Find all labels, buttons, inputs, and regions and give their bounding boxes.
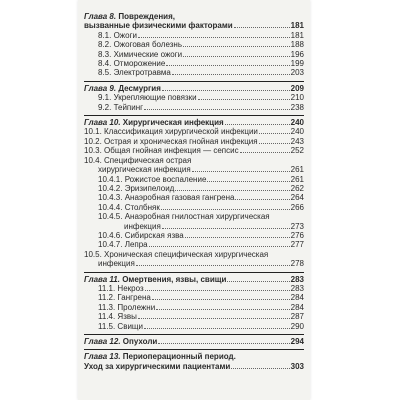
leader-dots: [183, 50, 289, 57]
toc-entry-label-line2: хирургическая инфекция: [98, 165, 191, 175]
toc-entry-label: 10.4.6. Сибирская язва: [98, 230, 184, 240]
chapter-8-title-line2: вызванные физическими факторами: [84, 21, 233, 31]
toc-entry: [84, 50, 304, 59]
toc-entry-page: 196: [290, 49, 304, 59]
toc-entry: [84, 212, 304, 221]
chapter-13-title: Периоперационный период.: [120, 352, 236, 362]
toc-entry-page: 273: [290, 221, 304, 231]
chapter-12-prefix: Глава 12.: [84, 337, 121, 346]
section-divider: [84, 272, 304, 273]
toc-entry-label: 8.1. Ожоги: [98, 30, 137, 40]
leader-dots: [259, 127, 290, 134]
toc-entry: [84, 312, 304, 321]
toc-entry: [84, 293, 304, 302]
toc-entry-label: 10.1. Классификация хирургической инфекции: [84, 127, 258, 137]
leader-dots: [227, 275, 289, 282]
toc-entry-label: 10.4.2. Эризипелоид: [98, 183, 175, 193]
leader-dots: [172, 68, 290, 75]
chapter-13-page: 303: [290, 361, 304, 371]
chapter-9-title: Десмургия: [116, 83, 161, 93]
chapter-11-title: Омертвения, язвы, свищи: [119, 274, 227, 284]
toc-entry-page: 238: [290, 102, 304, 112]
toc-entry-label: 8.2. Ожоговая болезнь: [98, 40, 182, 50]
leader-dots: [225, 118, 290, 125]
toc-entry: [84, 127, 304, 136]
toc-entry-label: 9.1. Укрепляющие повязки: [98, 93, 197, 103]
leader-dots: [156, 303, 289, 310]
leader-dots: [152, 293, 290, 300]
toc-entry-page: 203: [290, 68, 304, 78]
leader-dots: [185, 231, 290, 238]
toc-entry-continued: [84, 259, 304, 268]
toc-entry-label: 8.5. Электротравма: [98, 68, 171, 78]
toc-entry-label: 11.2. Гангрена: [98, 293, 151, 303]
toc-entry-page: 210: [290, 93, 304, 103]
leader-dots: [231, 362, 289, 369]
toc-entry-page: 261: [290, 165, 304, 175]
toc-entry: [84, 93, 304, 102]
leader-dots: [144, 103, 290, 110]
toc-entry: [84, 156, 304, 165]
toc-entry-label: 10.4.4. Столбняк: [98, 202, 160, 212]
leader-dots: [158, 337, 289, 344]
toc-entry-label: 11.4. Язвы: [98, 312, 137, 322]
chapter-13-heading-line2: [84, 362, 304, 371]
leader-dots: [149, 240, 290, 247]
toc-entry: [84, 284, 304, 293]
chapter-11-prefix: Глава 11.: [84, 274, 120, 284]
toc-entry-label: 8.4. Отморожение: [98, 59, 166, 69]
toc-entry-label: 10.4.3. Анаэробная газовая гангрена: [98, 193, 235, 203]
toc-entry: [84, 193, 304, 202]
leader-dots: [144, 322, 290, 329]
toc-entry: [84, 137, 304, 146]
chapter-13-heading: [84, 352, 304, 361]
toc-entry-page: 278: [290, 259, 304, 269]
chapter-10-prefix: Глава 10.: [84, 118, 121, 128]
leader-dots: [162, 84, 290, 91]
chapter-8-prefix: Глава 8.: [84, 12, 117, 21]
leader-dots: [235, 193, 289, 200]
toc-entry-label: 8.3. Химические ожоги: [98, 49, 183, 59]
toc-entry-label: 10.2. Острая и хроническая гнойная инфекция: [84, 136, 258, 146]
chapter-11-heading: [84, 275, 304, 284]
toc-entry-page: 188: [290, 40, 304, 50]
toc-entry-label: 10.5. Хроническая специфическая хирургическая: [84, 249, 269, 259]
leader-dots: [161, 203, 290, 210]
toc-entry-page: 287: [290, 312, 304, 322]
chapter-10-page: 240: [290, 118, 304, 128]
toc-entry-page: 199: [290, 59, 304, 69]
toc-entry-page: 266: [290, 202, 304, 212]
chapter-8-page: 181: [290, 21, 304, 31]
toc-entry: [84, 68, 304, 77]
leader-dots: [175, 184, 289, 191]
toc-entry-page: 262: [290, 183, 304, 193]
toc-entry: [84, 175, 304, 184]
toc-entry-continued: [84, 165, 304, 174]
toc-entry: [84, 40, 304, 49]
leader-dots: [162, 222, 290, 229]
chapter-9-page: 209: [290, 83, 304, 93]
toc-entry: [84, 322, 304, 331]
toc-entry: [84, 31, 304, 40]
leader-dots: [183, 40, 290, 47]
chapter-12-title: Опухоли: [120, 337, 158, 346]
toc-entry: [84, 184, 304, 193]
toc-entry-label: 10.3. Общая гнойная инфекция — сепсис: [84, 146, 239, 156]
section-divider: [84, 81, 304, 82]
section-divider: [84, 115, 304, 116]
toc-entry: [84, 240, 304, 249]
toc-entry-page: 264: [290, 193, 304, 203]
toc-entry-label: 10.4.5. Анаэробная гнилостная хирургическая: [98, 212, 270, 222]
toc-entry-label: 9.2. Тейпинг: [98, 102, 144, 112]
toc-entry-label: 11.3. Пролежни: [98, 302, 156, 312]
chapter-9-prefix: Глава 9.: [84, 83, 117, 93]
toc-entry-page: 284: [290, 302, 304, 312]
chapter-9-heading: [84, 84, 304, 93]
toc-entry-label: 11.1. Некроз: [98, 283, 144, 293]
toc-entry-label: 10.4.7. Лепра: [98, 240, 148, 250]
leader-dots: [166, 59, 289, 66]
toc-entry-continued: [84, 222, 304, 231]
toc-entry: [84, 250, 304, 259]
chapter-10-heading: [84, 118, 304, 127]
toc-entry-label: 10.4.1. Рожистое воспаление: [98, 174, 207, 184]
toc-entry: [84, 59, 304, 68]
toc-entry-label-line2: инфекция: [124, 221, 161, 231]
leader-dots: [259, 137, 290, 144]
toc-entry-label: 10.4. Специфическая острая: [84, 155, 192, 165]
toc-entry-page: 283: [290, 283, 304, 293]
toc-entry-page: 290: [290, 321, 304, 331]
chapter-10-title: Хирургическая инфекция: [120, 118, 224, 128]
leader-dots: [136, 259, 290, 266]
section-divider: [84, 349, 304, 350]
leader-dots: [192, 165, 290, 172]
book-page: [78, 0, 310, 400]
leader-dots: [234, 21, 290, 28]
toc-entry-label: 11.5. Свищи: [98, 321, 143, 331]
toc-entry: [84, 146, 304, 155]
leader-dots: [138, 312, 290, 319]
chapter-12-heading: [84, 337, 304, 346]
chapter-8-heading: [84, 12, 304, 21]
toc-entry-page: 181: [290, 30, 304, 40]
toc-entry-page: 240: [290, 127, 304, 137]
table-of-contents: [84, 12, 304, 371]
chapter-12-page: 294: [290, 337, 304, 346]
leader-dots: [138, 31, 290, 38]
section-divider: [84, 334, 304, 335]
leader-dots: [207, 175, 289, 182]
leader-dots: [198, 93, 290, 100]
chapter-13-prefix: Глава 13.: [84, 352, 121, 362]
toc-entry-label-line2: инфекция: [98, 259, 135, 269]
toc-entry-page: 276: [290, 230, 304, 240]
leader-dots: [145, 284, 290, 291]
chapter-8-heading-line2: [84, 21, 304, 30]
toc-entry-page: 284: [290, 293, 304, 303]
toc-entry: [84, 231, 304, 240]
toc-entry: [84, 203, 304, 212]
toc-entry: [84, 103, 304, 112]
toc-entry-page: 277: [290, 240, 304, 250]
chapter-8-title: Повреждения,: [116, 12, 175, 21]
toc-entry-page: 243: [290, 136, 304, 146]
toc-entry-page: 252: [290, 146, 304, 156]
leader-dots: [240, 146, 290, 153]
toc-entry-page: 261: [290, 174, 304, 184]
toc-entry: [84, 303, 304, 312]
chapter-13-title-line2: Уход за хирургическими пациентами: [84, 361, 231, 371]
chapter-11-page: 283: [290, 274, 304, 284]
